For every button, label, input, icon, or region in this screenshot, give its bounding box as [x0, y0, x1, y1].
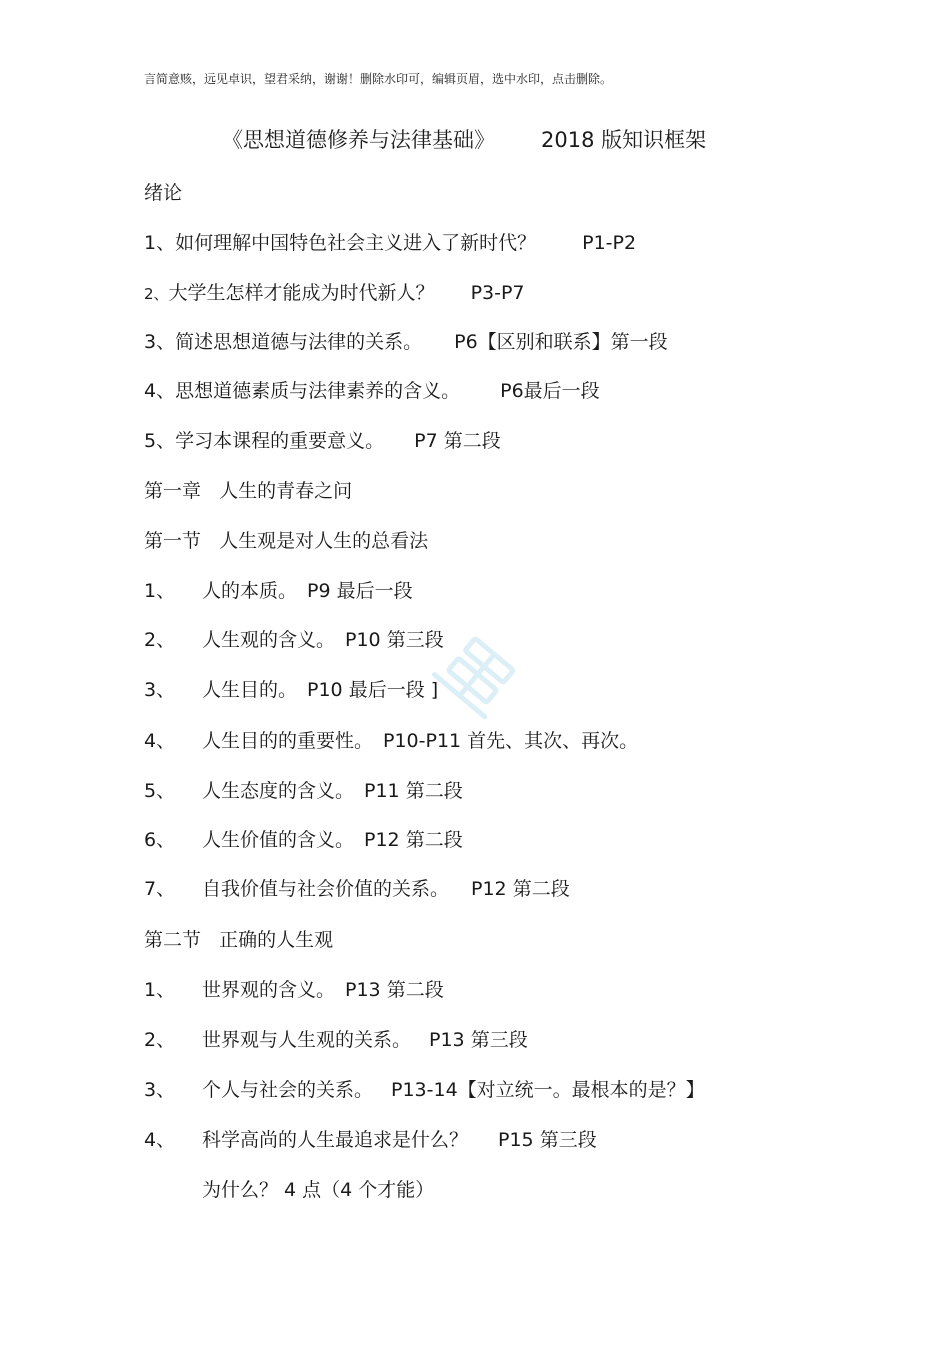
- page-reference: P13-14【对立统一。最根本的是？】: [391, 1079, 705, 1101]
- item-number: 4、: [144, 730, 176, 752]
- item-number: 7、: [144, 878, 176, 900]
- section-item: [144, 728, 638, 754]
- item-number: 1、: [144, 580, 176, 602]
- page-reference: P10 最后一段 ]: [307, 679, 439, 701]
- section-item: [144, 578, 413, 604]
- page-reference: P7 第二段: [414, 430, 501, 452]
- item-text: 思想道德素质与法律素养的含义。: [175, 380, 461, 402]
- section-item: [144, 1077, 705, 1103]
- section-item: [144, 876, 570, 902]
- item-number: 2、: [144, 285, 169, 303]
- followup-note: 为什么？ 4 点（4 个才能）: [202, 1179, 435, 1201]
- item-number: 2、: [144, 629, 176, 651]
- item-text: 人的本质。: [202, 580, 298, 602]
- item-text: 人生目的的重要性。: [202, 730, 374, 752]
- page-reference: P3-P7: [470, 282, 525, 304]
- section-item: [144, 1027, 528, 1053]
- item-number: 2、: [144, 1029, 176, 1051]
- title-edition: 2018 版知识框架: [541, 128, 707, 152]
- document-title: [222, 124, 706, 154]
- page-reference: P9 最后一段: [307, 580, 413, 602]
- item-text: 自我价值与社会价值的关系。: [202, 878, 450, 900]
- page-reference: P11 第二段: [364, 780, 463, 802]
- item-text: 科学高尚的人生最追求是什么？: [202, 1129, 469, 1151]
- page-reference: P6【区别和联系】第一段: [454, 331, 668, 353]
- section-item: [144, 778, 463, 804]
- page-reference: P10-P11 首先、其次、再次。: [383, 730, 639, 752]
- item-number: 6、: [144, 829, 176, 851]
- item-text: 人生目的。: [202, 679, 298, 701]
- item-number: 5、: [144, 430, 176, 452]
- item-text: 大学生怎样才能成为时代新人？: [168, 282, 435, 304]
- title-main: 《思想道德修养与法律基础》: [222, 128, 495, 152]
- intro-item: [144, 329, 668, 355]
- item-text: 人生价值的含义。: [202, 829, 355, 851]
- item-text: 人生态度的含义。: [202, 780, 355, 802]
- item-number: 1、: [144, 232, 176, 254]
- item-number: 4、: [144, 1129, 176, 1151]
- item-text: 简述思想道德与法律的关系。: [175, 331, 423, 353]
- page-reference: P15 第三段: [498, 1129, 597, 1151]
- item-number: 3、: [144, 1079, 176, 1101]
- page-reference: P1-P2: [582, 232, 637, 254]
- item-text: 学习本课程的重要意义。: [175, 430, 385, 452]
- intro-item: [144, 280, 525, 307]
- section-heading: 第二节 正确的人生观: [144, 929, 334, 951]
- item-text: 个人与社会的关系。: [202, 1079, 374, 1101]
- section-item: [144, 977, 444, 1003]
- intro-item: [144, 428, 501, 454]
- chapter-heading: 第一章 人生的青春之问: [144, 480, 353, 502]
- page-reference: P13 第二段: [345, 979, 444, 1001]
- section-heading: 第一节 人生观是对人生的总看法: [144, 530, 429, 552]
- page-reference: P10 第三段: [345, 629, 444, 651]
- item-number: 3、: [144, 331, 176, 353]
- page-reference: P6最后一段: [500, 380, 600, 402]
- item-text: 世界观与人生观的关系。: [202, 1029, 412, 1051]
- section-item: [144, 1127, 597, 1153]
- intro-item: [144, 230, 636, 256]
- item-text: 世界观的含义。: [202, 979, 336, 1001]
- item-number: 5、: [144, 780, 176, 802]
- item-number: 3、: [144, 679, 176, 701]
- intro-heading: 绪论: [144, 182, 183, 204]
- item-text: 人生观的含义。: [202, 629, 336, 651]
- section-item: [144, 827, 463, 853]
- section-item: [144, 677, 438, 703]
- page-reference: P12 第二段: [364, 829, 463, 851]
- page-reference: P13 第三段: [429, 1029, 528, 1051]
- item-number: 4、: [144, 380, 176, 402]
- section-item: [144, 627, 444, 653]
- intro-item: [144, 378, 600, 404]
- item-number: 1、: [144, 979, 176, 1001]
- page-reference: P12 第二段: [471, 878, 570, 900]
- header-note: 言简意赅，远见卓识，望君采纳，谢谢！删除水印可，编辑页眉，选中水印，点击删除。: [144, 72, 613, 86]
- item-text: 如何理解中国特色社会主义进入了新时代？: [175, 232, 537, 254]
